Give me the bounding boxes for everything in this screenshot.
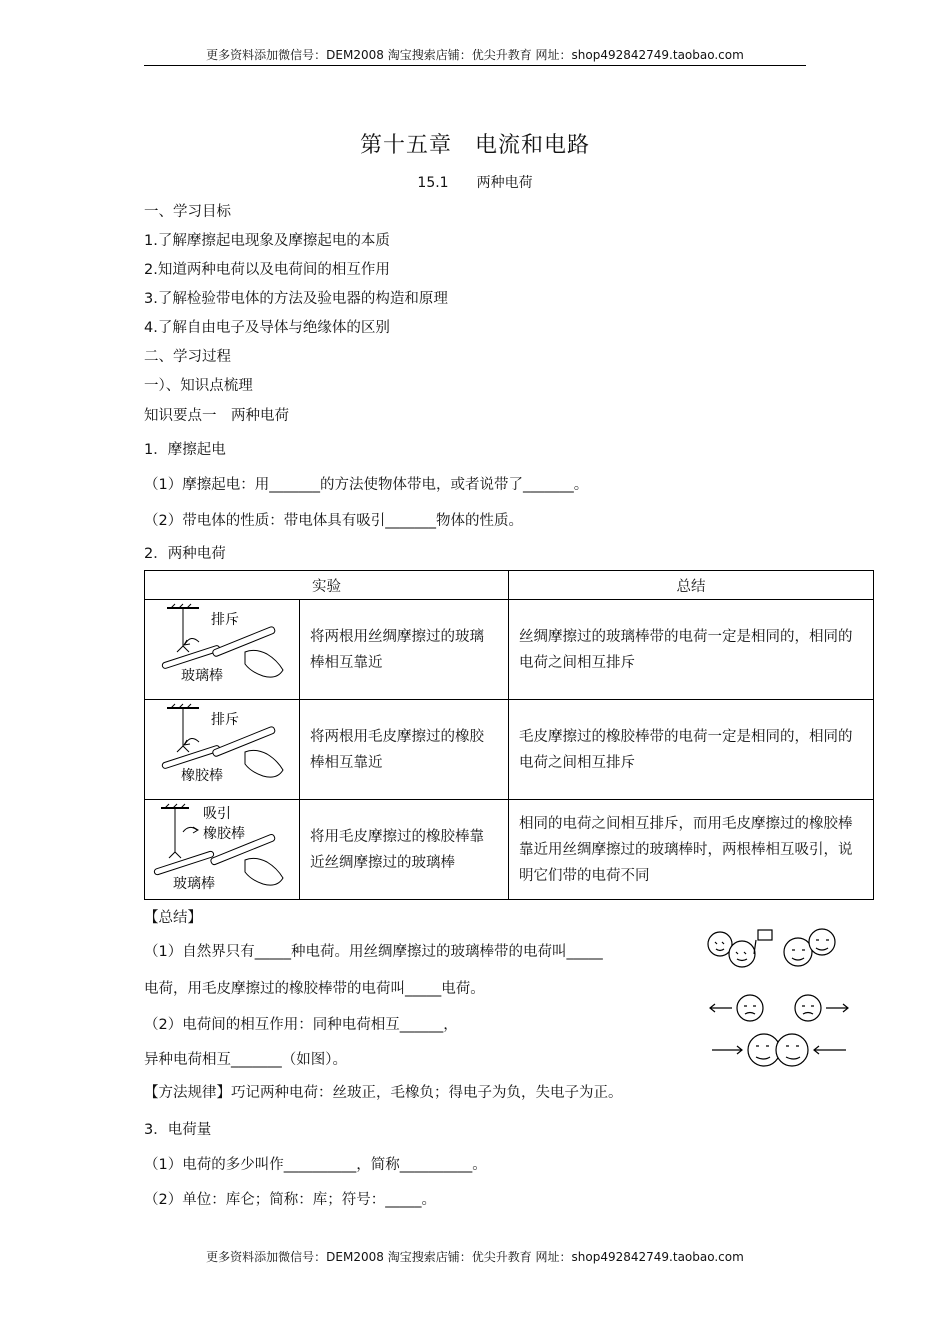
charge-face-icon (737, 995, 763, 1021)
flag-icon (758, 930, 772, 940)
experiment-figure-rubber-repel (145, 700, 300, 800)
table-row (145, 700, 874, 800)
charge-face-icon (784, 938, 812, 966)
experiment-figure-glass-repel (145, 600, 300, 700)
figure-label-bottom: 玻璃棒 (181, 668, 223, 684)
figure-label-bottom: 玻璃棒 (173, 876, 215, 892)
page-header: 更多资料添加微信号：DEM2008 淘宝搜索店铺：优尖升教育 网址：shop492842749.taobao.com (206, 48, 744, 62)
goal-item-1: 1.了解摩擦起电现象及摩擦起电的本质 (144, 233, 390, 249)
goal-item-4: 4.了解自由电子及导体与绝缘体的区别 (144, 320, 390, 336)
table-row (145, 800, 874, 900)
experiment-desc: 将两根用毛皮摩擦过的橡胶棒相互靠近 (300, 700, 509, 800)
charge-face-icon (776, 1034, 808, 1066)
charge-quantity-line-1: （1）电荷的多少叫作__________，简称__________。 (144, 1157, 487, 1173)
charge-face-icon (748, 1034, 780, 1066)
charge-face-icon (729, 941, 755, 967)
experiment-figure-attract (145, 800, 300, 900)
method-rule: 【方法规律】巧记两种电荷：丝玻正，毛橡负；得电子为负，失电子为正。 (144, 1085, 623, 1101)
experiment-summary: 毛皮摩擦过的橡胶棒带的电荷一定是相同的，相同的电荷之间相互排斥 (509, 700, 874, 800)
experiment-summary: 丝绸摩擦过的玻璃棒带的电荷一定是相同的，相同的电荷之间相互排斥 (509, 600, 874, 700)
charge-face-icon (809, 929, 835, 955)
figure-label-mid: 橡胶棒 (203, 826, 245, 842)
col-header-summary: 总结 (509, 571, 874, 600)
figure-label-top: 排斥 (211, 712, 239, 728)
knowledge-subheading: 一）、知识点梳理 (144, 378, 253, 394)
summary-line-1: （1）自然界只有_____种电荷。用丝绸摩擦过的玻璃棒带的电荷叫_____ (144, 944, 603, 960)
charge-quantity-line-2: （2）单位：库仑；简称：库；符号：_____。 (144, 1192, 436, 1208)
friction-line-1: （1）摩擦起电：用_______的方法使物体带电，或者说带了_______。 (144, 477, 589, 493)
friction-line-2: （2）带电体的性质：带电体具有吸引_______物体的性质。 (144, 513, 523, 529)
chapter-title: 第十五章 电流和电路 (359, 133, 590, 158)
figure-label-bottom: 橡胶棒 (181, 768, 223, 784)
experiment-summary: 相同的电荷之间相互排斥，而用毛皮摩擦过的橡胶棒靠近用丝绸摩擦过的玻璃棒时，两根棒相互吸引，说明它们带的电荷不同 (509, 800, 874, 900)
summary-line-4: 异种电荷相互_______（如图）。 (144, 1052, 347, 1068)
table-row (145, 600, 874, 700)
experiment-table (144, 570, 874, 900)
page-footer: 更多资料添加微信号：DEM2008 淘宝搜索店铺：优尖升教育 网址：shop492842749.taobao.com (206, 1250, 744, 1264)
figure-label-top: 排斥 (211, 612, 239, 628)
section-title: 15.1 两种电荷 (417, 175, 533, 191)
friction-title: 1．摩擦起电 (144, 442, 226, 458)
charge-face-icon (708, 932, 732, 956)
rubber-rods-repel-illustration (147, 702, 297, 797)
summary-heading: 【总结】 (144, 910, 202, 926)
experiment-desc: 将用毛皮摩擦过的橡胶棒靠近丝绸摩擦过的玻璃棒 (300, 800, 509, 900)
summary-line-2: 电荷，用毛皮摩擦过的橡胶棒带的电荷叫_____电荷。 (144, 981, 485, 997)
table-header-row (145, 571, 874, 600)
process-heading: 二、学习过程 (144, 349, 231, 365)
goal-item-2: 2.知道两种电荷以及电荷间的相互作用 (144, 262, 390, 278)
goal-item-3: 3.了解检验带电体的方法及验电器的构造和原理 (144, 291, 448, 307)
two-charges-title: 2．两种电荷 (144, 546, 226, 562)
header-rule (144, 65, 806, 66)
charge-quantity-title: 3．电荷量 (144, 1122, 212, 1138)
figure-label-top: 吸引 (203, 806, 231, 822)
glass-rods-repel-illustration (147, 602, 297, 697)
goals-heading: 一、学习目标 (144, 204, 231, 220)
charge-face-icon (795, 995, 821, 1021)
summary-line-3: （2）电荷间的相互作用：同种电荷相互______， (144, 1017, 458, 1033)
charge-interaction-cartoon (706, 924, 852, 1074)
experiment-desc: 将两根用丝绸摩擦过的玻璃棒相互靠近 (300, 600, 509, 700)
col-header-experiment: 实验 (145, 571, 509, 600)
knowledge-point-1: 知识要点一 两种电荷 (144, 408, 289, 424)
rods-attract-illustration (147, 802, 297, 897)
